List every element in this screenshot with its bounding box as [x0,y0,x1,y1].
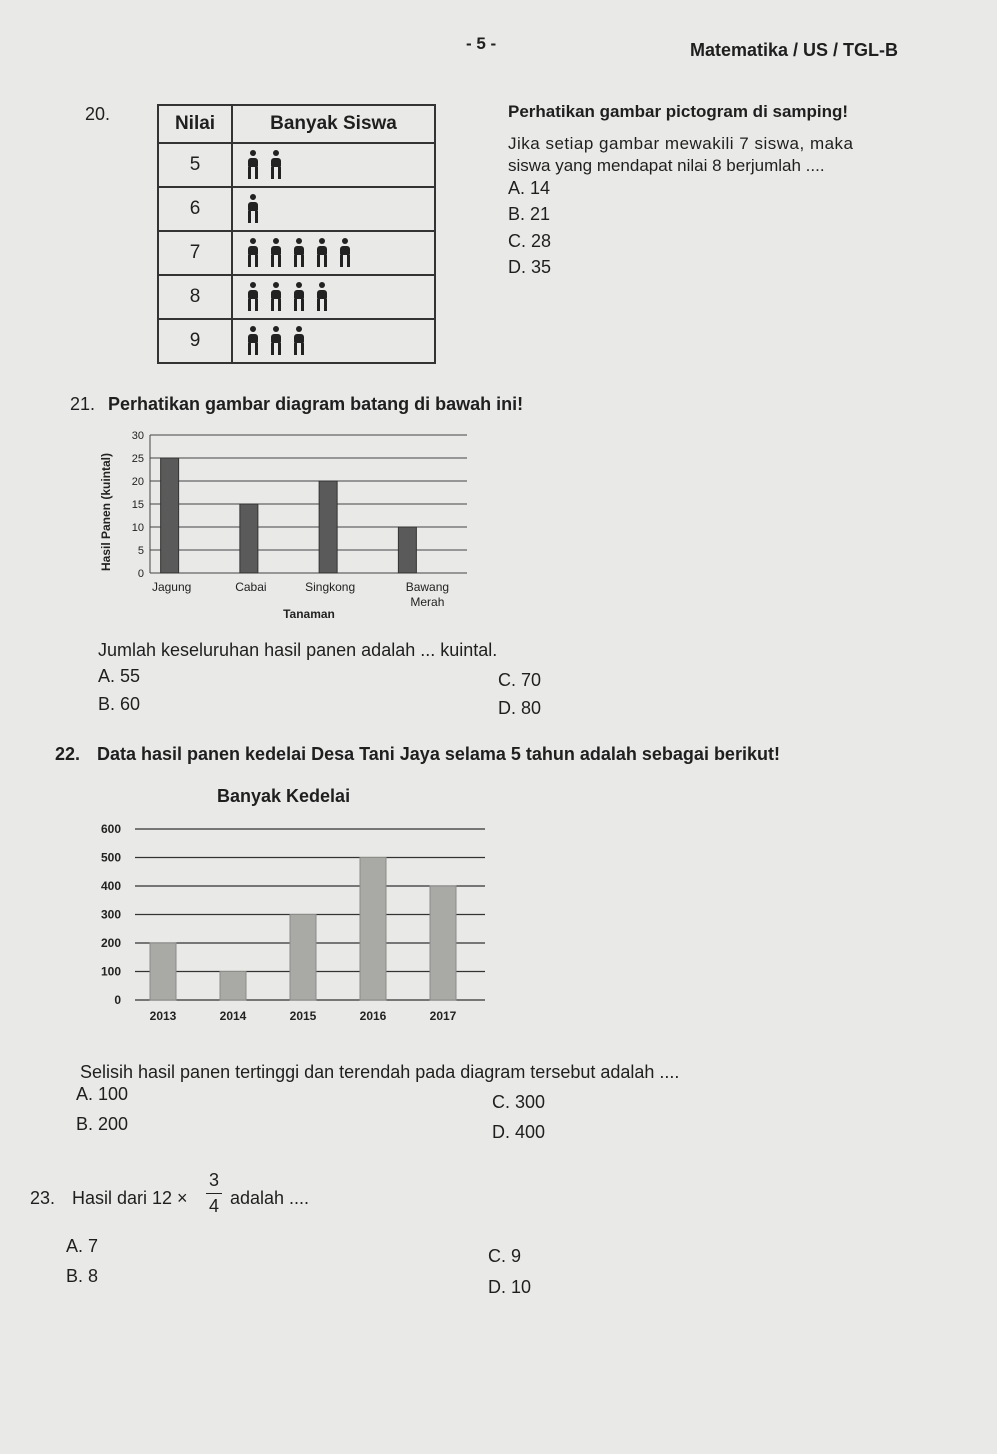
bar [150,943,176,1000]
person-icon [289,326,309,356]
chart2-title: Banyak Kedelai [217,786,351,806]
chart1-x-tick-labels [152,580,449,609]
option-22-b[interactable]: B. 200 [76,1114,129,1134]
bar [240,504,258,573]
y-tick-label: 5 [137,545,144,557]
person-icon [335,238,355,268]
y-tick-label: 500 [100,850,121,865]
pictogram-cell [232,275,435,319]
fraction [206,1170,222,1217]
question-20-text-line1: Jika setiap gambar mewakili 7 siswa, maka [508,134,854,153]
chart2-y-tick-labels [101,822,121,1007]
nilai-cell: 7 [158,231,232,275]
question-22-instruction: Data hasil panen kedelai Desa Tani Jaya selama 5 tahun adalah sebagai berikut! [97,744,780,764]
person-icon [243,194,263,224]
fraction-bar [206,1193,222,1194]
option-22-c[interactable]: C. 300 [492,1092,546,1112]
chart1-gridlines [150,435,467,573]
y-tick-label: 100 [100,964,121,979]
question-20-instruction: Perhatikan gambar pictogram di samping! [508,102,849,121]
bar [360,858,386,1001]
person-icon [289,238,309,268]
bar [319,481,337,573]
x-tick-label: Jagung [151,580,192,594]
x-tick-label: 2015 [289,1009,317,1023]
bar [290,915,316,1001]
option-20-d[interactable]: D. 35 [508,257,552,277]
x-tick-label: 2016 [359,1009,387,1023]
option-20-a[interactable]: A. 14 [508,178,551,198]
x-tick-label: Bawang [405,580,450,594]
table-row [158,231,435,275]
x-tick-label: Cabai [235,580,267,594]
table-row [158,187,435,231]
table-row [158,319,435,363]
page-number: - 5 - [466,34,497,53]
y-tick-label: 10 [131,522,144,534]
page-title: Matematika / US / TGL-B [690,40,899,60]
option-23-c[interactable]: C. 9 [488,1246,522,1266]
question-23-suffix: adalah .... [230,1188,310,1208]
table-header-nilai: Nilai [158,105,232,143]
person-icon [312,282,332,312]
bar [161,458,179,573]
x-tick-label: 2017 [429,1009,457,1023]
y-tick-label: 20 [131,476,144,488]
question-21-instruction: Perhatikan gambar diagram batang di bawah ini! [108,394,524,414]
person-icon [243,238,263,268]
y-tick-label: 0 [114,993,121,1007]
table-row [158,275,435,319]
x-tick-label-line2: Merah [410,595,445,609]
option-21-b[interactable]: B. 60 [98,694,141,714]
person-icon [243,326,263,356]
y-tick-label: 300 [100,907,121,922]
fraction-denominator: 4 [208,1196,219,1216]
table-header-row [158,105,435,143]
bar [430,886,456,1000]
question-23-prefix: Hasil dari 12 × [72,1188,188,1208]
person-icon [266,326,286,356]
y-tick-label: 25 [131,453,144,465]
table-header-banyak-siswa: Banyak Siswa [232,105,435,143]
y-tick-label: 400 [100,879,121,893]
question-21-number: 21. [70,394,96,414]
y-tick-label: 600 [100,822,121,836]
harvest-bar-chart [95,420,485,630]
option-23-b[interactable]: B. 8 [66,1266,99,1286]
nilai-cell: 5 [158,143,232,187]
table-row [158,143,435,187]
y-tick-label: 200 [100,936,121,950]
option-23-d[interactable]: D. 10 [488,1277,532,1297]
question-22-number: 22. [55,744,81,764]
chart1-y-tick-labels [132,430,144,580]
question-20-number: 20. [85,104,111,124]
question-23-number: 23. [30,1188,56,1208]
nilai-cell: 8 [158,275,232,319]
option-20-b[interactable]: B. 21 [508,204,551,224]
pictogram-table [157,104,436,364]
chart1-bars [161,458,417,573]
pictogram-cell [232,231,435,275]
question-22-text: Selisih hasil panen tertinggi dan terendah pada diagram tersebut adalah .... [80,1062,680,1082]
option-23-a[interactable]: A. 7 [66,1236,99,1256]
x-tick-label: Singkong [305,580,356,594]
nilai-cell: 6 [158,187,232,231]
person-icon [266,282,286,312]
x-tick-label: 2014 [219,1009,247,1023]
pictogram-cell [232,187,435,231]
fraction-numerator: 3 [208,1170,219,1190]
person-icon [243,150,263,180]
question-21-text: Jumlah keseluruhan hasil panen adalah ... kuintal. [98,640,498,660]
chart2-bars [150,858,456,1001]
person-icon [289,282,309,312]
pictogram-cell [232,319,435,363]
nilai-cell: 9 [158,319,232,363]
x-tick-label: 2013 [149,1009,177,1023]
person-icon [243,282,263,312]
option-21-d[interactable]: D. 80 [498,698,542,718]
pictogram-cell [232,143,435,187]
option-22-a[interactable]: A. 100 [76,1084,129,1104]
bar [220,972,246,1001]
option-20-c[interactable]: C. 28 [508,231,552,251]
y-tick-label: 0 [137,568,144,580]
person-icon [312,238,332,268]
question-20-text-line2: siswa yang mendapat nilai 8 berjumlah .... [508,156,825,175]
y-tick-label: 15 [131,499,144,511]
chart2-x-tick-labels [150,1009,457,1023]
chart1-x-axis-label: Tanaman [283,607,335,621]
option-21-c[interactable]: C. 70 [498,670,542,690]
bar [398,527,416,573]
y-tick-label: 30 [131,430,144,442]
person-icon [266,150,286,180]
person-icon [266,238,286,268]
option-21-a[interactable]: A. 55 [98,666,141,686]
soybean-bar-chart [80,812,490,1040]
chart1-y-axis-label: Hasil Panen (kuintal) [99,452,113,572]
option-22-d[interactable]: D. 400 [492,1122,546,1142]
